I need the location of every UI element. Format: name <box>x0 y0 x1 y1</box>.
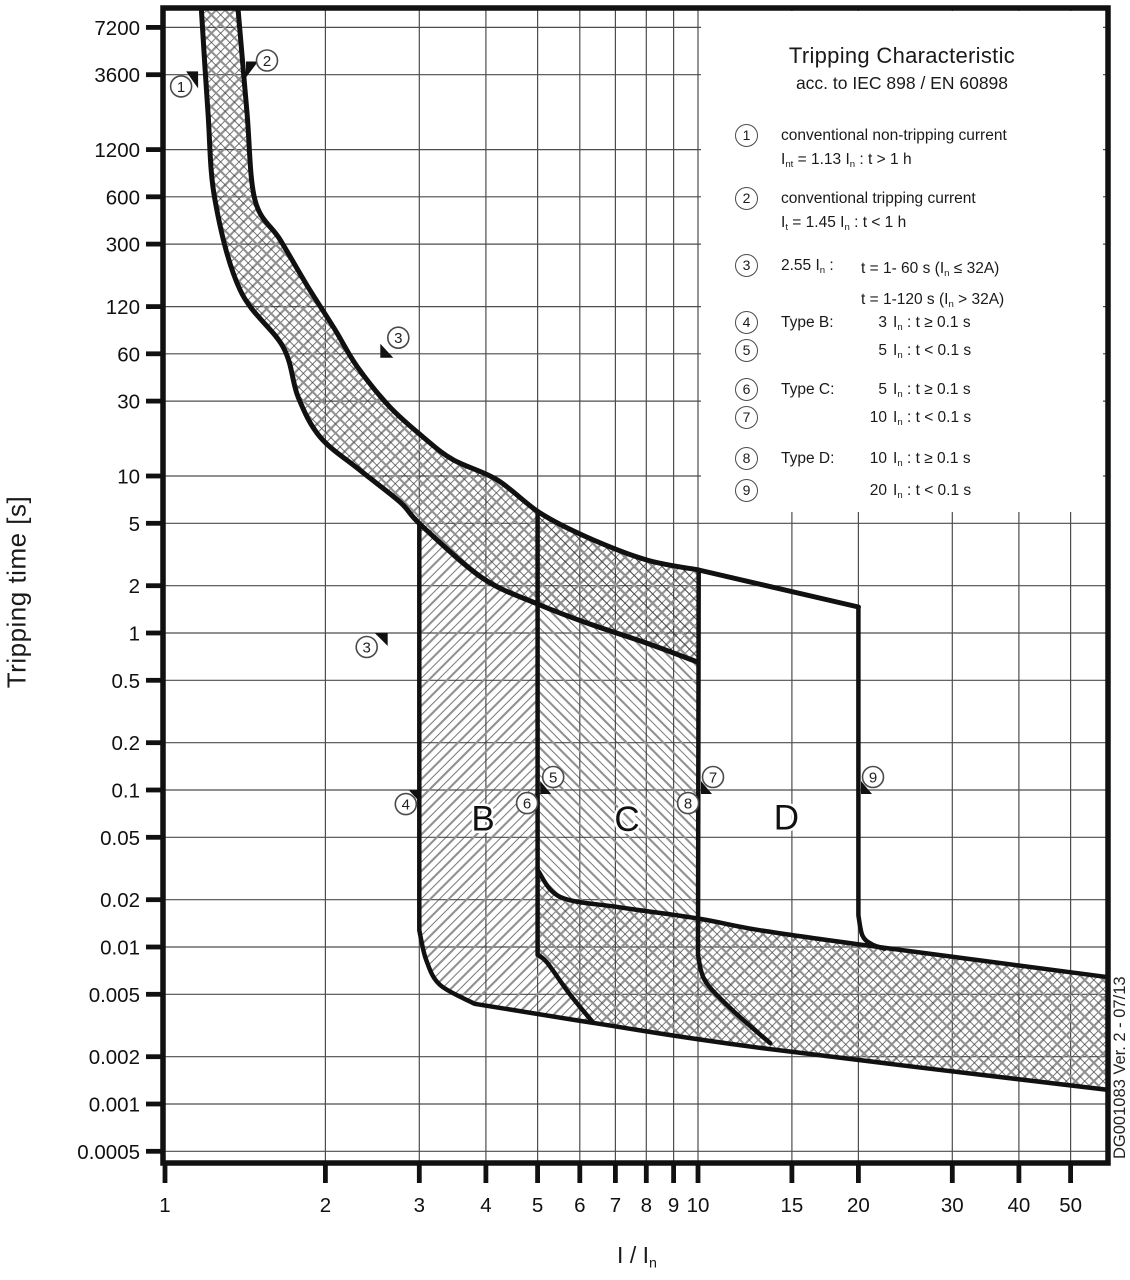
y-tick-label: 0.001 <box>88 1093 140 1117</box>
svg-text:1: 1 <box>176 78 186 96</box>
document-code: DG001083 Ver. 2 - 07/13 <box>1111 976 1129 1159</box>
legend-item-6 <box>735 378 971 405</box>
legend-item-4 <box>735 311 971 338</box>
legend <box>701 11 1103 512</box>
y-tick-label: 30 <box>117 390 140 414</box>
legend-item-9-spec: $I_n$ : t < 0.1 s <box>893 482 972 501</box>
legend-item-8-spec: $I_n$ : t ≥ 0.1 s <box>893 450 971 469</box>
legend-item-6-spec: $I_n$ : t ≥ 0.1 s <box>893 381 971 400</box>
region-label-D: D <box>773 798 800 838</box>
legend-item-3-label: 2.55 $I_n$ : <box>781 257 834 276</box>
marker-3 <box>356 633 388 658</box>
svg-text:2: 2 <box>262 53 272 70</box>
y-tick-label: 300 <box>105 233 140 257</box>
legend-item-1-formula: $I_{nt} = 1.13$ $I_n$ : t > 1 h <box>781 151 912 170</box>
legend-item-4-spec: $I_n$ : t ≥ 0.1 s <box>893 314 971 333</box>
y-tick-label: 1200 <box>94 139 140 163</box>
x-tick-label: 10 <box>686 1194 710 1217</box>
y-tick-label: 0.0005 <box>77 1140 140 1164</box>
svg-text:7: 7 <box>708 769 718 787</box>
legend-item-5-label <box>781 341 861 366</box>
y-tick-label: 3600 <box>94 64 140 88</box>
y-tick-label: 0.1 <box>111 779 140 803</box>
svg-text:9: 9 <box>868 769 878 787</box>
legend-item-2 <box>735 187 976 238</box>
marker-8 <box>678 793 699 814</box>
marker-6 <box>517 793 538 814</box>
legend-circle-9: 9 <box>735 479 758 502</box>
x-tick-label: 7 <box>609 1194 622 1217</box>
y-tick-label: 10 <box>117 465 140 489</box>
legend-item-7-value: 10 <box>869 409 887 426</box>
x-axis-title: I / $I_n$ <box>617 1242 657 1272</box>
legend-item-3 <box>735 254 1004 318</box>
region-label-B: B <box>471 799 495 839</box>
legend-circle-2: 2 <box>735 187 758 210</box>
svg-text:8: 8 <box>683 795 693 813</box>
legend-circle-3: 3 <box>735 254 758 277</box>
legend-item-9-label <box>781 481 861 506</box>
legend-item-3-spec-2: t = 1-120 s $(I_n > 32A)$ <box>861 290 1005 310</box>
marker-4 <box>395 790 421 815</box>
y-tick-label: 2 <box>128 575 140 599</box>
legend-item-8 <box>735 447 971 474</box>
x-tick-label: 1 <box>159 1194 171 1217</box>
y-tick-label: 0.5 <box>111 669 140 693</box>
y-tick-label: 60 <box>117 343 140 367</box>
legend-item-6-label: Type C: <box>781 381 835 398</box>
legend-subtitle: acc. to IEC 898 / EN 60898 <box>795 73 1009 93</box>
legend-item-4-value: 3 <box>878 314 887 331</box>
svg-text:3: 3 <box>362 639 371 657</box>
legend-item-4-label: Type B: <box>781 314 834 331</box>
svg-text:5: 5 <box>549 769 558 787</box>
y-tick-label: 600 <box>105 186 140 210</box>
y-tick-label: 0.02 <box>100 889 140 913</box>
legend-item-8-label: Type D: <box>781 450 835 467</box>
y-tick-label: 0.05 <box>100 826 140 850</box>
legend-item-9-value: 20 <box>869 482 887 499</box>
y-tick-label: 0.002 <box>88 1046 140 1070</box>
legend-item-9 <box>735 479 971 506</box>
x-tick-label: 4 <box>480 1194 492 1217</box>
y-tick-label: 0.005 <box>88 983 140 1007</box>
legend-item-5 <box>735 339 971 366</box>
legend-item-1 <box>735 124 1007 175</box>
y-tick-label: 1 <box>128 622 140 646</box>
legend-circle-8: 8 <box>735 447 758 470</box>
legend-item-1-text: conventional non-tripping current <box>781 127 1007 144</box>
y-axis-title: Tripping time [s] <box>1 495 32 689</box>
legend-circle-7: 7 <box>735 406 758 429</box>
svg-text:4: 4 <box>401 796 410 814</box>
y-tick-label: 0.01 <box>100 936 140 960</box>
x-tick-label: 40 <box>1007 1194 1031 1217</box>
y-tick-label: 120 <box>105 296 140 320</box>
x-tick-label: 15 <box>780 1194 804 1217</box>
x-tick-label: 30 <box>940 1194 964 1217</box>
x-tick-label: 2 <box>319 1194 332 1217</box>
legend-circle-5: 5 <box>735 339 758 362</box>
x-tick-label: 5 <box>531 1194 544 1217</box>
x-tick-label: 3 <box>413 1194 426 1217</box>
marker-3 <box>380 327 409 358</box>
legend-item-3-spec-1: t = 1- 60 s $(I_n \le 32A)$ <box>861 260 1000 279</box>
x-tick-label: 50 <box>1059 1194 1083 1217</box>
legend-circle-6: 6 <box>735 378 758 401</box>
legend-item-8-value: 10 <box>869 450 887 467</box>
svg-text:6: 6 <box>522 795 532 813</box>
legend-item-7-spec: $I_n$ : t < 0.1 s <box>893 409 972 428</box>
y-tick-label: 5 <box>128 512 140 536</box>
legend-circle-4: 4 <box>735 311 758 334</box>
x-tick-label: 6 <box>574 1194 586 1217</box>
region-label-C: C <box>614 799 640 839</box>
legend-item-5-value: 5 <box>878 342 887 359</box>
legend-item-6-value: 5 <box>878 381 887 398</box>
x-tick-label: 9 <box>667 1194 680 1217</box>
legend-circle-1: 1 <box>735 124 758 147</box>
svg-text:3: 3 <box>394 330 403 348</box>
y-tick-label: 7200 <box>94 16 140 40</box>
legend-item-2-text: conventional tripping current <box>781 190 976 207</box>
legend-title: Tripping Characteristic <box>788 43 1016 68</box>
x-tick-label: 8 <box>640 1194 653 1217</box>
legend-item-2-formula: $I_t = 1.45$ $I_n$ : t < 1 h <box>781 214 907 233</box>
legend-item-7 <box>735 406 971 433</box>
legend-item-5-spec: $I_n$ : t < 0.1 s <box>893 342 972 361</box>
x-tick-label: 20 <box>846 1194 870 1217</box>
y-tick-label: 0.2 <box>111 732 140 756</box>
legend-item-7-label <box>781 408 861 433</box>
type-c-region <box>538 513 699 919</box>
marker-2 <box>246 50 278 78</box>
